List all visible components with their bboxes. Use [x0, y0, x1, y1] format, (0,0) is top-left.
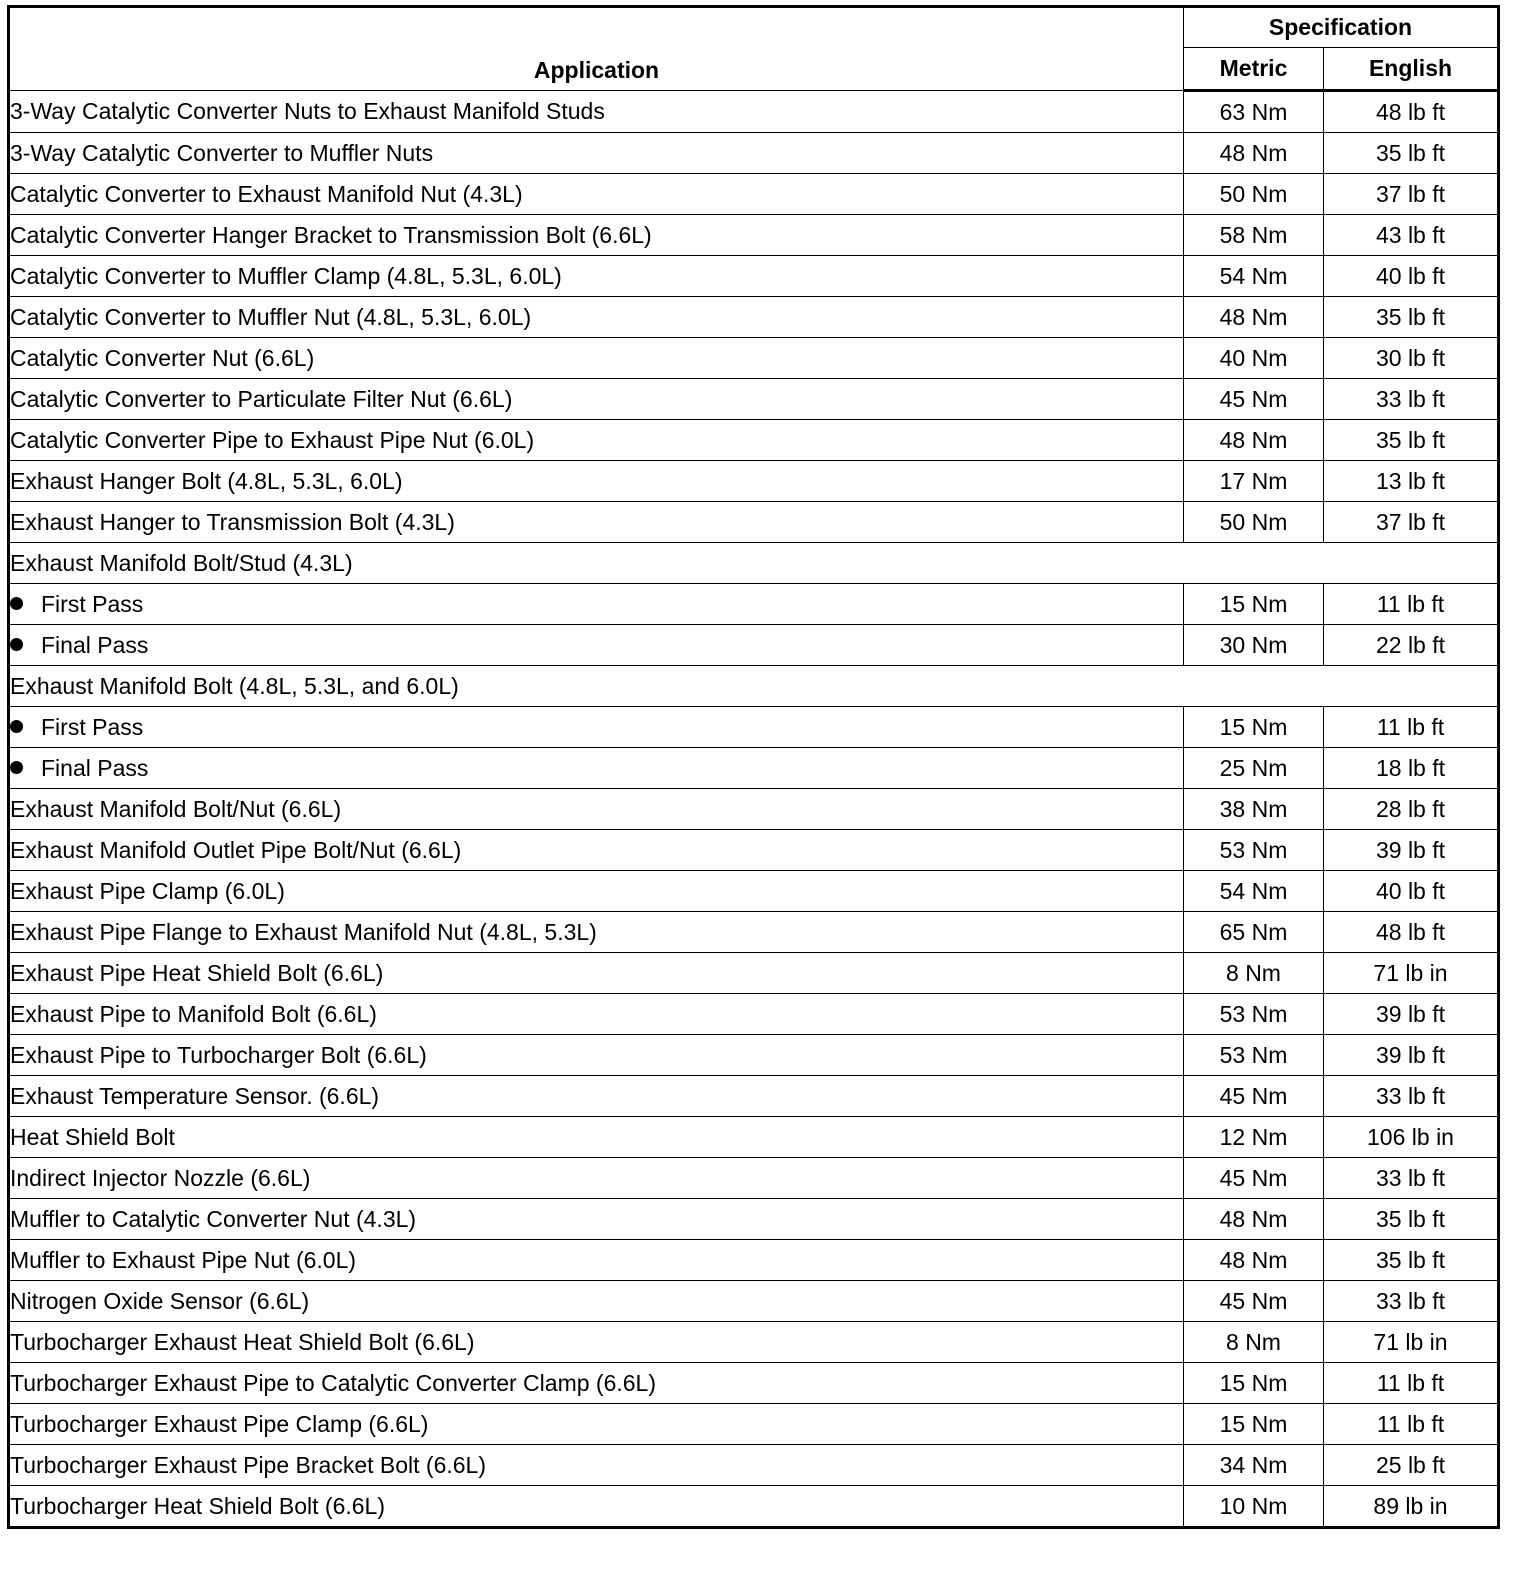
application-cell	[9, 707, 1184, 748]
english-cell: 37 lb ft	[1324, 174, 1499, 215]
table-row	[9, 215, 1499, 256]
application-cell: Nitrogen Oxide Sensor (6.6L)	[9, 1281, 1184, 1322]
application-cell: Catalytic Converter to Muffler Clamp (4.8L, 5.3L, 6.0L)	[9, 256, 1184, 297]
torque-spec-table	[7, 5, 1500, 1529]
application-cell: 3-Way Catalytic Converter Nuts to Exhaust Manifold Studs	[9, 91, 1184, 133]
application-cell: Turbocharger Exhaust Pipe to Catalytic Converter Clamp (6.6L)	[9, 1363, 1184, 1404]
table-row	[9, 871, 1499, 912]
table-subrow	[9, 584, 1499, 625]
table-row	[9, 133, 1499, 174]
metric-cell: 45 Nm	[1184, 1158, 1324, 1199]
table-row	[9, 1199, 1499, 1240]
application-cell	[9, 748, 1184, 789]
english-cell: 33 lb ft	[1324, 1281, 1499, 1322]
metric-cell: 65 Nm	[1184, 912, 1324, 953]
table-row	[9, 1445, 1499, 1486]
english-cell: 25 lb ft	[1324, 1445, 1499, 1486]
application-cell: Exhaust Manifold Bolt (4.8L, 5.3L, and 6.0L)	[9, 666, 1499, 707]
table-group-row	[9, 543, 1499, 584]
application-cell: Exhaust Hanger Bolt (4.8L, 5.3L, 6.0L)	[9, 461, 1184, 502]
english-cell: 11 lb ft	[1324, 1363, 1499, 1404]
bullet-icon	[10, 638, 23, 651]
torque-spec-sheet	[7, 5, 1500, 1529]
metric-cell: 25 Nm	[1184, 748, 1324, 789]
application-text: Final Pass	[41, 754, 149, 781]
table-row	[9, 338, 1499, 379]
metric-cell: 15 Nm	[1184, 1363, 1324, 1404]
metric-cell: 12 Nm	[1184, 1117, 1324, 1158]
table-row	[9, 297, 1499, 338]
table-subrow	[9, 748, 1499, 789]
metric-header: Metric	[1184, 48, 1324, 91]
table-row	[9, 1404, 1499, 1445]
english-cell: 89 lb in	[1324, 1486, 1499, 1528]
bullet-icon	[10, 720, 23, 733]
table-row	[9, 1035, 1499, 1076]
english-cell: 33 lb ft	[1324, 1076, 1499, 1117]
application-cell	[9, 584, 1184, 625]
metric-cell: 53 Nm	[1184, 830, 1324, 871]
application-cell: Catalytic Converter to Particulate Filter Nut (6.6L)	[9, 379, 1184, 420]
metric-cell: 63 Nm	[1184, 91, 1324, 133]
english-cell: 39 lb ft	[1324, 994, 1499, 1035]
application-cell: Turbocharger Exhaust Heat Shield Bolt (6.6L)	[9, 1322, 1184, 1363]
table-row	[9, 502, 1499, 543]
table-row	[9, 953, 1499, 994]
metric-cell: 50 Nm	[1184, 502, 1324, 543]
english-cell: 40 lb ft	[1324, 871, 1499, 912]
english-cell: 39 lb ft	[1324, 830, 1499, 871]
table-row	[9, 1158, 1499, 1199]
english-cell: 48 lb ft	[1324, 91, 1499, 133]
application-cell: Muffler to Catalytic Converter Nut (4.3L)	[9, 1199, 1184, 1240]
metric-cell: 54 Nm	[1184, 256, 1324, 297]
english-cell: 35 lb ft	[1324, 420, 1499, 461]
application-text: Final Pass	[41, 631, 149, 658]
metric-cell: 34 Nm	[1184, 1445, 1324, 1486]
specification-header: Specification	[1184, 7, 1499, 48]
table-row	[9, 420, 1499, 461]
english-cell: 18 lb ft	[1324, 748, 1499, 789]
metric-cell: 48 Nm	[1184, 1240, 1324, 1281]
table-row	[9, 1117, 1499, 1158]
application-cell: Exhaust Pipe to Manifold Bolt (6.6L)	[9, 994, 1184, 1035]
application-text: First Pass	[41, 590, 144, 617]
table-row	[9, 1240, 1499, 1281]
table-subrow	[9, 625, 1499, 666]
application-cell: Indirect Injector Nozzle (6.6L)	[9, 1158, 1184, 1199]
metric-cell: 58 Nm	[1184, 215, 1324, 256]
metric-cell: 45 Nm	[1184, 1281, 1324, 1322]
metric-cell: 15 Nm	[1184, 707, 1324, 748]
metric-cell: 48 Nm	[1184, 297, 1324, 338]
application-cell: Turbocharger Exhaust Pipe Clamp (6.6L)	[9, 1404, 1184, 1445]
table-row	[9, 1076, 1499, 1117]
metric-cell: 48 Nm	[1184, 1199, 1324, 1240]
application-cell: Turbocharger Heat Shield Bolt (6.6L)	[9, 1486, 1184, 1528]
english-cell: 43 lb ft	[1324, 215, 1499, 256]
application-cell: Exhaust Manifold Bolt/Nut (6.6L)	[9, 789, 1184, 830]
table-row	[9, 461, 1499, 502]
application-cell: 3-Way Catalytic Converter to Muffler Nuts	[9, 133, 1184, 174]
application-cell: Catalytic Converter to Muffler Nut (4.8L, 5.3L, 6.0L)	[9, 297, 1184, 338]
english-cell: 35 lb ft	[1324, 1240, 1499, 1281]
metric-cell: 8 Nm	[1184, 953, 1324, 994]
application-cell: Exhaust Manifold Outlet Pipe Bolt/Nut (6.6L)	[9, 830, 1184, 871]
application-cell: Heat Shield Bolt	[9, 1117, 1184, 1158]
metric-cell: 15 Nm	[1184, 584, 1324, 625]
application-cell: Exhaust Hanger to Transmission Bolt (4.3L)	[9, 502, 1184, 543]
english-cell: 11 lb ft	[1324, 707, 1499, 748]
table-row	[9, 994, 1499, 1035]
application-cell: Catalytic Converter Pipe to Exhaust Pipe Nut (6.0L)	[9, 420, 1184, 461]
english-cell: 71 lb in	[1324, 953, 1499, 994]
bullet-icon	[10, 597, 23, 610]
english-cell: 11 lb ft	[1324, 584, 1499, 625]
table-row	[9, 830, 1499, 871]
metric-cell: 15 Nm	[1184, 1404, 1324, 1445]
metric-cell: 8 Nm	[1184, 1322, 1324, 1363]
application-cell: Muffler to Exhaust Pipe Nut (6.0L)	[9, 1240, 1184, 1281]
application-cell: Catalytic Converter to Exhaust Manifold Nut (4.3L)	[9, 174, 1184, 215]
metric-cell: 45 Nm	[1184, 1076, 1324, 1117]
metric-cell: 50 Nm	[1184, 174, 1324, 215]
english-cell: 39 lb ft	[1324, 1035, 1499, 1076]
english-cell: 11 lb ft	[1324, 1404, 1499, 1445]
table-row	[9, 1281, 1499, 1322]
metric-cell: 10 Nm	[1184, 1486, 1324, 1528]
table-row	[9, 912, 1499, 953]
application-cell: Exhaust Temperature Sensor. (6.6L)	[9, 1076, 1184, 1117]
english-cell: 106 lb in	[1324, 1117, 1499, 1158]
application-cell: Exhaust Manifold Bolt/Stud (4.3L)	[9, 543, 1499, 584]
english-cell: 22 lb ft	[1324, 625, 1499, 666]
table-subrow	[9, 707, 1499, 748]
metric-cell: 45 Nm	[1184, 379, 1324, 420]
english-cell: 35 lb ft	[1324, 1199, 1499, 1240]
table-row	[9, 379, 1499, 420]
application-cell: Turbocharger Exhaust Pipe Bracket Bolt (6.6L)	[9, 1445, 1184, 1486]
english-cell: 71 lb in	[1324, 1322, 1499, 1363]
english-cell: 28 lb ft	[1324, 789, 1499, 830]
table-group-row	[9, 666, 1499, 707]
application-cell: Catalytic Converter Hanger Bracket to Transmission Bolt (6.6L)	[9, 215, 1184, 256]
application-cell	[9, 625, 1184, 666]
english-cell: 35 lb ft	[1324, 297, 1499, 338]
metric-cell: 17 Nm	[1184, 461, 1324, 502]
metric-cell: 48 Nm	[1184, 420, 1324, 461]
bullet-icon	[10, 761, 23, 774]
table-row	[9, 789, 1499, 830]
english-cell: 33 lb ft	[1324, 379, 1499, 420]
header-row-top	[9, 7, 1499, 48]
metric-cell: 54 Nm	[1184, 871, 1324, 912]
application-text: First Pass	[41, 713, 144, 740]
table-row	[9, 1486, 1499, 1528]
table-row	[9, 1322, 1499, 1363]
table-row	[9, 256, 1499, 297]
metric-cell: 30 Nm	[1184, 625, 1324, 666]
english-cell: 37 lb ft	[1324, 502, 1499, 543]
english-cell: 48 lb ft	[1324, 912, 1499, 953]
application-cell: Exhaust Pipe Flange to Exhaust Manifold Nut (4.8L, 5.3L)	[9, 912, 1184, 953]
table-row	[9, 1363, 1499, 1404]
english-header: English	[1324, 48, 1499, 91]
table-row	[9, 174, 1499, 215]
application-cell: Exhaust Pipe Clamp (6.0L)	[9, 871, 1184, 912]
table-row	[9, 91, 1499, 133]
table-body	[9, 91, 1499, 1528]
metric-cell: 40 Nm	[1184, 338, 1324, 379]
application-cell: Catalytic Converter Nut (6.6L)	[9, 338, 1184, 379]
application-header: Application	[9, 7, 1184, 91]
metric-cell: 48 Nm	[1184, 133, 1324, 174]
english-cell: 30 lb ft	[1324, 338, 1499, 379]
metric-cell: 38 Nm	[1184, 789, 1324, 830]
english-cell: 33 lb ft	[1324, 1158, 1499, 1199]
english-cell: 13 lb ft	[1324, 461, 1499, 502]
application-cell: Exhaust Pipe to Turbocharger Bolt (6.6L)	[9, 1035, 1184, 1076]
metric-cell: 53 Nm	[1184, 994, 1324, 1035]
english-cell: 40 lb ft	[1324, 256, 1499, 297]
application-cell: Exhaust Pipe Heat Shield Bolt (6.6L)	[9, 953, 1184, 994]
english-cell: 35 lb ft	[1324, 133, 1499, 174]
metric-cell: 53 Nm	[1184, 1035, 1324, 1076]
